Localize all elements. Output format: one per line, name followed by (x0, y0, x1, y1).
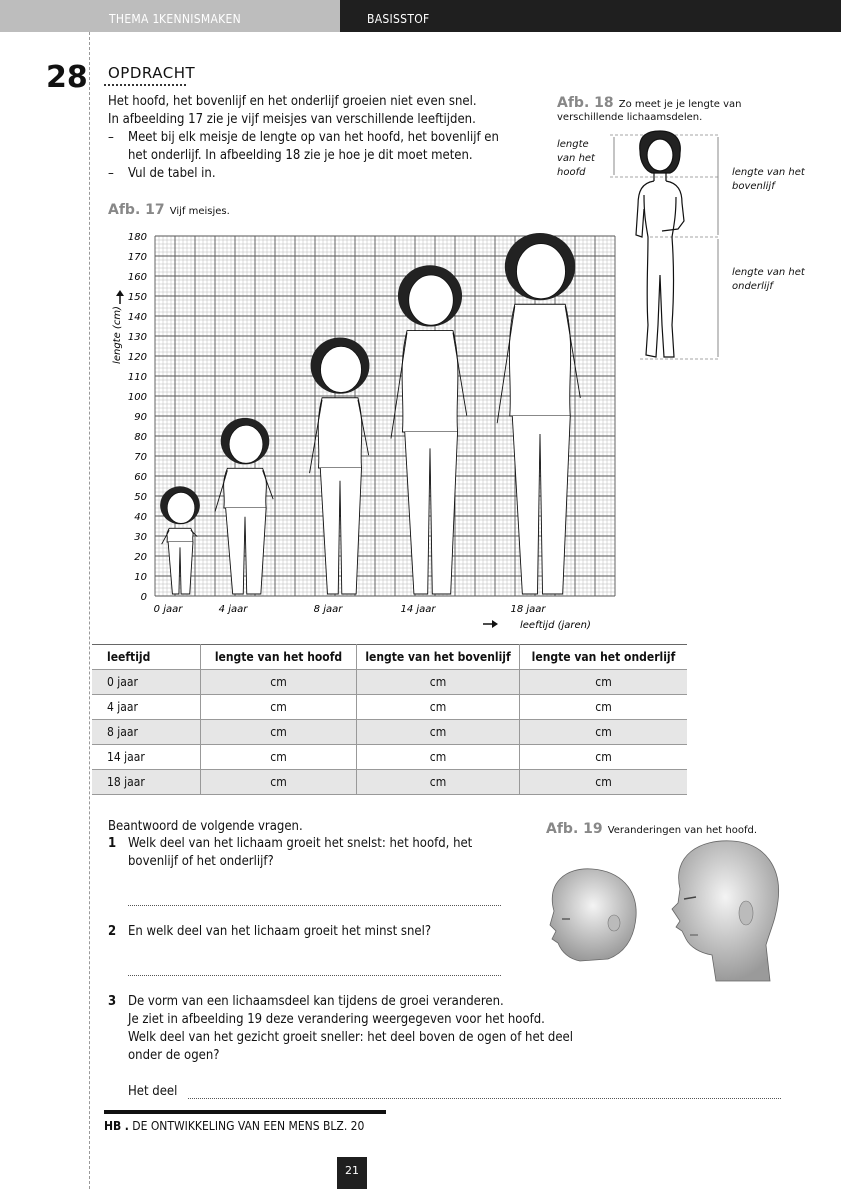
y-tick-label: 40 (134, 512, 147, 523)
table-cell-input[interactable]: cm (520, 670, 688, 695)
x-tick-label: 8 jaar (313, 604, 343, 615)
margin-line (89, 32, 90, 1189)
assignment-number: 28 (46, 60, 88, 95)
footer-text: DE ONTWIKKELING VAN EEN MENS BLZ. 20 (132, 1119, 365, 1133)
y-tick-label: 150 (127, 292, 147, 303)
question-number: 2 (108, 924, 117, 939)
table-cell-age: 18 jaar (92, 770, 201, 795)
question-line: En welk deel van het lichaam groeit het minst snel? (128, 924, 432, 939)
y-tick-label: 100 (127, 392, 147, 403)
footer-sep: . (124, 1119, 129, 1133)
table-cell-input[interactable]: cm (520, 695, 688, 720)
x-tick-label: 14 jaar (400, 604, 436, 615)
intro-line: Het hoofd, het bovenlijf en het onderlijf groeien niet even snel. (108, 94, 477, 109)
question-line: Welk deel van het lichaam groeit het snelst: het hoofd, het (128, 836, 473, 851)
question-number: 1 (108, 836, 117, 851)
afb17-caption (108, 199, 230, 218)
measurement-table (92, 644, 687, 795)
y-tick-label: 80 (134, 432, 147, 443)
table-cell-input[interactable]: cm (357, 745, 520, 770)
table-cell-input[interactable]: cm (520, 770, 688, 795)
afb19-label: Afb. 19 (546, 821, 603, 837)
assignment-intro (108, 93, 538, 183)
footer-reference (104, 1119, 364, 1133)
afb18-label: Afb. 18 (557, 95, 614, 111)
head-label-line: van het (557, 153, 595, 164)
y-tick-label: 170 (127, 252, 147, 263)
table-cell-input[interactable]: cm (357, 720, 520, 745)
girl-figure (215, 418, 273, 594)
head-label-line: hoofd (557, 167, 586, 178)
y-tick-label: 160 (127, 272, 147, 283)
head-label-line: lengte (557, 139, 589, 150)
afb17-label: Afb. 17 (108, 202, 165, 218)
table-cell-input[interactable]: cm (201, 745, 357, 770)
x-tick-label: 4 jaar (218, 604, 248, 615)
afb18-caption (557, 92, 757, 123)
afb18-head-label (557, 138, 595, 180)
bullet-item (108, 165, 538, 183)
girl-figure (310, 337, 370, 594)
question-1 (108, 835, 528, 871)
girl-torso (167, 528, 193, 542)
table-row (92, 745, 687, 770)
assignment-label: OPDRACHT (108, 64, 196, 82)
girl-face (517, 244, 566, 299)
table-header: lengte van het onderlijf (520, 645, 688, 670)
girl-face (321, 346, 362, 392)
y-tick-label: 110 (127, 372, 147, 383)
heads-illustration (540, 835, 790, 985)
table-cell-input[interactable]: cm (357, 695, 520, 720)
x-arrowhead-icon (492, 620, 498, 628)
bullet-line: het onderlijf. In afbeelding 18 zie je hoe je dit moet meten. (128, 148, 473, 163)
question-number: 3 (108, 994, 117, 1009)
table-row (92, 770, 687, 795)
upper-label-line: lengte van het (732, 167, 805, 178)
question-line: Welk deel van het gezicht groeit sneller: het deel boven de ogen of het deel (128, 1030, 574, 1045)
table-header-row (92, 645, 687, 670)
x-axis-label: leeftijd (jaren) (520, 620, 591, 631)
bullet-item (108, 129, 538, 165)
answer-line-2[interactable] (128, 975, 501, 976)
table-cell-input[interactable]: cm (357, 770, 520, 795)
table-cell-input[interactable]: cm (357, 670, 520, 695)
x-tick-label: 0 jaar (153, 604, 183, 615)
header-basisstof: BASISSTOF (367, 12, 430, 26)
table-row (92, 720, 687, 745)
y-tick-labels (128, 232, 147, 603)
question-line: bovenlijf of het onderlijf? (128, 854, 274, 869)
lower-label-line: onderlijf (732, 281, 773, 292)
afb18-text-1: Zo meet je je lengte van (618, 99, 742, 110)
table-header: leeftijd (92, 645, 201, 670)
girl-torso (509, 304, 570, 416)
table-cell-input[interactable]: cm (201, 670, 357, 695)
question-line: onder de ogen? (128, 1048, 220, 1063)
questions-intro: Beantwoord de volgende vragen. (108, 819, 303, 834)
table-header: lengte van het hoofd (201, 645, 357, 670)
x-tick-labels (154, 604, 547, 615)
girl-face (167, 492, 195, 523)
y-tick-label: 120 (127, 352, 147, 363)
y-tick-label: 70 (134, 452, 147, 463)
question-3 (108, 993, 648, 1065)
question-2 (108, 923, 528, 941)
y-tick-label: 130 (127, 332, 147, 343)
y-tick-label: 60 (134, 472, 147, 483)
intro-line: In afbeelding 17 zie je vijf meisjes van verschillende leeftijden. (108, 112, 476, 127)
table-cell-age: 14 jaar (92, 745, 201, 770)
afb17-text: Vijf meisjes. (169, 206, 230, 217)
question-line: Je ziet in afbeelding 19 deze verandering weergegeven voor het hoofd. (128, 1012, 545, 1027)
lower-label-line: lengte van het (732, 267, 805, 278)
table-cell-input[interactable]: cm (520, 720, 688, 745)
bullet-dash: – (108, 166, 114, 181)
girl-legs (512, 416, 570, 594)
table-row (92, 695, 687, 720)
bullet-line: Vul de tabel in. (128, 166, 216, 181)
girl-legs (168, 542, 193, 594)
answer-line-1[interactable] (128, 905, 501, 906)
table-row (92, 670, 687, 695)
bullet-line: Meet bij elk meisje de lengte op van het hoofd, het bovenlijf en (128, 130, 499, 145)
assignment-underline (104, 84, 186, 86)
afb18-text-2: verschillende lichaamsdelen. (557, 112, 703, 123)
girl-torso (318, 398, 362, 468)
table-cell-input[interactable]: cm (201, 770, 357, 795)
adult-head-icon (672, 841, 779, 981)
question-line: De vorm van een lichaamsdeel kan tijdens de groei veranderen. (128, 994, 504, 1009)
y-tick-label: 30 (134, 532, 147, 543)
girl-legs (226, 508, 266, 594)
y-tick-label: 180 (127, 232, 147, 243)
table-cell-age: 0 jaar (92, 670, 201, 695)
table-cell-input[interactable]: cm (201, 695, 357, 720)
table-header: lengte van het bovenlijf (357, 645, 520, 670)
page-number: 21 (337, 1157, 367, 1189)
y-tick-label: 140 (127, 312, 147, 323)
y-tick-label: 50 (134, 492, 147, 503)
growth-chart (100, 225, 620, 635)
y-tick-label: 0 (140, 592, 147, 603)
answer-line-3[interactable] (188, 1098, 781, 1099)
answer-prefix: Het deel (128, 1084, 178, 1099)
footer-hb: HB (104, 1119, 122, 1133)
afb19-text: Veranderingen van het hoofd. (607, 825, 758, 836)
table-cell-input[interactable]: cm (201, 720, 357, 745)
girl-face (229, 425, 263, 463)
girl-torso (224, 468, 267, 508)
table-cell-age: 8 jaar (92, 720, 201, 745)
measure-figure (600, 125, 730, 365)
baby-head-icon (550, 869, 636, 961)
y-axis-label: lengte (cm) (112, 306, 123, 364)
upper-label-line: bovenlijf (732, 181, 775, 192)
girl-torso (402, 331, 458, 432)
y-arrowhead-icon (116, 290, 124, 296)
table-cell-age: 4 jaar (92, 695, 201, 720)
girl-legs (320, 468, 361, 594)
girl-face (409, 275, 454, 325)
header-thema: THEMA 1 (109, 12, 160, 26)
x-tick-label: 18 jaar (510, 604, 546, 615)
child-figure-icon (636, 131, 684, 357)
bullet-dash: – (108, 130, 114, 145)
afb18-upper-label (732, 166, 805, 194)
y-tick-label: 10 (134, 572, 147, 583)
afb18-lower-label (732, 266, 805, 294)
y-tick-label: 90 (134, 412, 147, 423)
y-tick-label: 20 (134, 552, 147, 563)
header-section: KENNISMAKEN (159, 12, 242, 26)
table-cell-input[interactable]: cm (520, 745, 688, 770)
footer-bar (104, 1110, 386, 1114)
